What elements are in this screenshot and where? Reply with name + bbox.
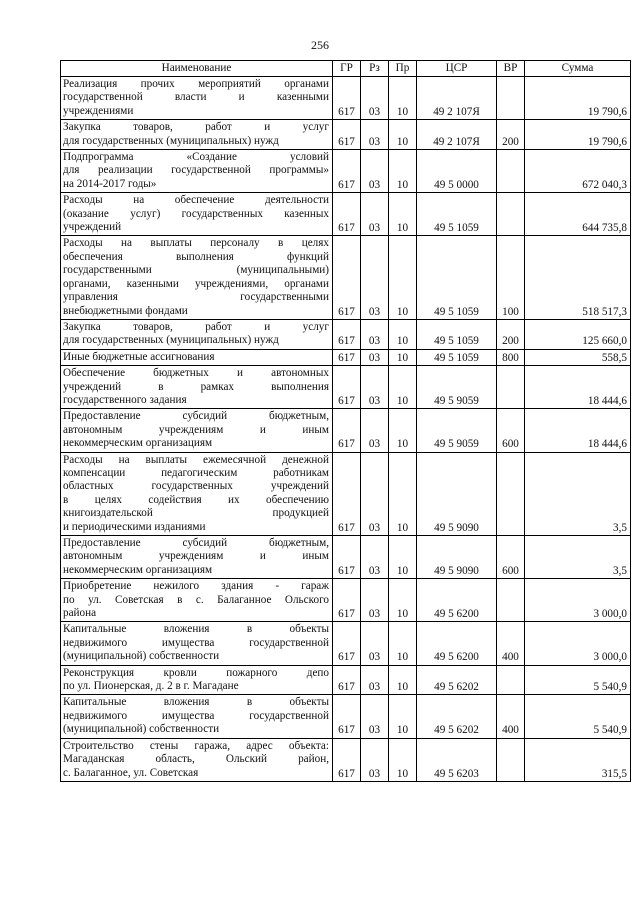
row-csr: 49 2 107Я bbox=[417, 77, 497, 120]
row-name-line: (муниципальной) собственности bbox=[63, 723, 220, 736]
table-row bbox=[61, 536, 631, 579]
row-name bbox=[61, 193, 333, 236]
row-name-line: Обеспечение бюджетных и автономных bbox=[63, 367, 329, 380]
row-name-line: Иные бюджетные ассигнования bbox=[63, 350, 215, 363]
budget-table bbox=[60, 60, 631, 782]
row-name bbox=[61, 236, 333, 319]
row-name-line: Расходы на выплаты ежемесячной денежной bbox=[63, 453, 329, 466]
row-name-line: государственной власти и казенными bbox=[63, 91, 329, 104]
row-sum: 3 000,0 bbox=[525, 579, 631, 622]
row-pr: 10 bbox=[389, 150, 417, 193]
row-gr: 617 bbox=[333, 193, 361, 236]
row-sum: 18 444,6 bbox=[525, 366, 631, 409]
table-row bbox=[61, 349, 631, 365]
row-rz: 03 bbox=[361, 319, 389, 349]
row-pr: 10 bbox=[389, 77, 417, 120]
row-name bbox=[61, 349, 333, 365]
row-pr: 10 bbox=[389, 452, 417, 535]
row-vr bbox=[497, 452, 525, 535]
row-rz: 03 bbox=[361, 349, 389, 365]
row-name-line: книгоиздательской продукцией bbox=[63, 507, 329, 520]
row-name-line: по ул. Пионерская, д. 2 в г. Магадане bbox=[63, 680, 239, 693]
row-vr: 400 bbox=[497, 695, 525, 738]
row-gr: 617 bbox=[333, 579, 361, 622]
row-name-line: Реконструкция кровли пожарного депо bbox=[63, 666, 329, 679]
row-name-line: Строительство стены гаража, адрес объекта: bbox=[63, 739, 329, 752]
table-row bbox=[61, 738, 631, 781]
row-pr: 10 bbox=[389, 665, 417, 695]
row-name-line: (муниципальной) собственности bbox=[63, 650, 220, 663]
row-gr: 617 bbox=[333, 665, 361, 695]
row-gr: 617 bbox=[333, 622, 361, 665]
row-name-line: учреждений bbox=[63, 221, 122, 234]
row-sum: 3,5 bbox=[525, 452, 631, 535]
row-sum: 5 540,9 bbox=[525, 695, 631, 738]
row-rz: 03 bbox=[361, 695, 389, 738]
row-name bbox=[61, 452, 333, 535]
row-gr: 617 bbox=[333, 77, 361, 120]
row-vr bbox=[497, 665, 525, 695]
row-rz: 03 bbox=[361, 536, 389, 579]
row-name-line: Предоставление субсидий бюджетным, bbox=[63, 537, 329, 549]
row-pr: 10 bbox=[389, 536, 417, 579]
row-csr: 49 5 6203 bbox=[417, 738, 497, 781]
row-gr: 617 bbox=[333, 349, 361, 365]
row-rz: 03 bbox=[361, 622, 389, 665]
row-name-line: областных государственных учреждений bbox=[63, 480, 329, 493]
row-rz: 03 bbox=[361, 120, 389, 150]
row-vr bbox=[497, 579, 525, 622]
row-gr: 617 bbox=[333, 236, 361, 319]
row-rz: 03 bbox=[361, 409, 389, 452]
row-name bbox=[61, 77, 333, 120]
row-vr bbox=[497, 150, 525, 193]
row-sum: 672 040,3 bbox=[525, 150, 631, 193]
row-csr: 49 5 6200 bbox=[417, 622, 497, 665]
row-vr: 400 bbox=[497, 622, 525, 665]
row-csr: 49 2 107Я bbox=[417, 120, 497, 150]
row-pr: 10 bbox=[389, 120, 417, 150]
row-name-line: обеспечения выполнения функций bbox=[63, 250, 329, 263]
column-header-rz: Рз bbox=[361, 61, 389, 77]
row-name-line: Предоставление субсидий бюджетным, bbox=[63, 410, 329, 423]
row-name-line: некоммерческим организациям bbox=[63, 563, 213, 576]
row-gr: 617 bbox=[333, 409, 361, 452]
table-header-row bbox=[61, 61, 631, 77]
row-name-line: государственного задания bbox=[63, 393, 187, 406]
row-csr: 49 5 9059 bbox=[417, 366, 497, 409]
table-row bbox=[61, 665, 631, 695]
row-pr: 10 bbox=[389, 319, 417, 349]
row-name-line: государственными (муниципальными) bbox=[63, 264, 329, 277]
row-rz: 03 bbox=[361, 579, 389, 622]
row-sum: 19 790,6 bbox=[525, 77, 631, 120]
row-name-line: внебюджетными фондами bbox=[63, 304, 188, 317]
row-name-line: Подпрограмма «Создание условий bbox=[63, 151, 329, 164]
row-name-line: Расходы на выплаты персоналу в целях bbox=[63, 237, 329, 250]
row-name-line: Капитальные вложения в объекты bbox=[63, 696, 329, 709]
table-row bbox=[61, 319, 631, 349]
row-rz: 03 bbox=[361, 452, 389, 535]
row-name bbox=[61, 120, 333, 150]
column-header-name: Наименование bbox=[61, 61, 333, 77]
row-csr: 49 5 9059 bbox=[417, 409, 497, 452]
row-name bbox=[61, 319, 333, 349]
row-sum: 518 517,3 bbox=[525, 236, 631, 319]
row-name-line: учреждений в рамках выполнения bbox=[63, 380, 329, 393]
row-csr: 49 5 1059 bbox=[417, 236, 497, 319]
row-gr: 617 bbox=[333, 150, 361, 193]
row-pr: 10 bbox=[389, 579, 417, 622]
table-row bbox=[61, 236, 631, 319]
row-name-line: с. Балаганное, ул. Советская bbox=[63, 766, 199, 779]
row-name-line: Закупка товаров, работ и услуг bbox=[63, 320, 329, 333]
row-csr: 49 5 0000 bbox=[417, 150, 497, 193]
table-row bbox=[61, 695, 631, 738]
row-csr: 49 5 1059 bbox=[417, 349, 497, 365]
row-pr: 10 bbox=[389, 349, 417, 365]
row-gr: 617 bbox=[333, 319, 361, 349]
row-sum: 19 790,6 bbox=[525, 120, 631, 150]
row-vr: 100 bbox=[497, 236, 525, 319]
table-row bbox=[61, 150, 631, 193]
row-name-line: в целях содействия их обеспечению bbox=[63, 493, 329, 506]
row-name-line: управления государственными bbox=[63, 291, 329, 304]
row-name bbox=[61, 665, 333, 695]
row-name-line: некоммерческим организациям bbox=[63, 437, 213, 450]
row-sum: 644 735,8 bbox=[525, 193, 631, 236]
row-name-line: района bbox=[63, 607, 97, 620]
row-name-line: Закупка товаров, работ и услуг bbox=[63, 121, 329, 134]
row-vr bbox=[497, 193, 525, 236]
row-name bbox=[61, 409, 333, 452]
row-name bbox=[61, 579, 333, 622]
row-vr bbox=[497, 77, 525, 120]
row-name bbox=[61, 536, 333, 579]
row-name bbox=[61, 622, 333, 665]
table-row bbox=[61, 579, 631, 622]
row-vr bbox=[497, 738, 525, 781]
row-name-line: на 2014-2017 годы» bbox=[63, 177, 157, 190]
row-gr: 617 bbox=[333, 695, 361, 738]
row-csr: 49 5 1059 bbox=[417, 193, 497, 236]
row-name bbox=[61, 366, 333, 409]
row-vr bbox=[497, 366, 525, 409]
row-name-line: для государственных (муниципальных) нужд bbox=[63, 334, 279, 347]
row-sum: 18 444,6 bbox=[525, 409, 631, 452]
row-sum: 125 660,0 bbox=[525, 319, 631, 349]
row-pr: 10 bbox=[389, 193, 417, 236]
row-rz: 03 bbox=[361, 150, 389, 193]
row-pr: 10 bbox=[389, 366, 417, 409]
row-sum: 3,5 bbox=[525, 536, 631, 579]
table-row bbox=[61, 77, 631, 120]
table-row bbox=[61, 409, 631, 452]
row-pr: 10 bbox=[389, 409, 417, 452]
row-pr: 10 bbox=[389, 695, 417, 738]
row-csr: 49 5 6202 bbox=[417, 695, 497, 738]
column-header-vr: ВР bbox=[497, 61, 525, 77]
row-gr: 617 bbox=[333, 738, 361, 781]
row-gr: 617 bbox=[333, 452, 361, 535]
table-row bbox=[61, 452, 631, 535]
row-pr: 10 bbox=[389, 738, 417, 781]
row-name-line: недвижимого имущества государственной bbox=[63, 636, 329, 649]
row-vr: 600 bbox=[497, 409, 525, 452]
row-gr: 617 bbox=[333, 366, 361, 409]
table-row bbox=[61, 366, 631, 409]
row-rz: 03 bbox=[361, 193, 389, 236]
table-body bbox=[61, 77, 631, 782]
row-csr: 49 5 6200 bbox=[417, 579, 497, 622]
row-name-line: Реализация прочих мероприятий органами bbox=[63, 78, 329, 90]
row-name-line: по ул. Советская в с. Балаганное Ольского bbox=[63, 593, 329, 606]
column-header-sum: Сумма bbox=[525, 61, 631, 77]
row-rz: 03 bbox=[361, 236, 389, 319]
row-name-line: и периодическими изданиями bbox=[63, 520, 206, 533]
row-csr: 49 5 9090 bbox=[417, 536, 497, 579]
row-rz: 03 bbox=[361, 77, 389, 120]
row-csr: 49 5 6202 bbox=[417, 665, 497, 695]
row-name-line: автономным учреждениям и иным bbox=[63, 550, 329, 563]
row-name-line: (оказание услуг) государственных казенных bbox=[63, 207, 329, 220]
row-name bbox=[61, 150, 333, 193]
row-csr: 49 5 9090 bbox=[417, 452, 497, 535]
row-sum: 558,5 bbox=[525, 349, 631, 365]
row-name-line: органами, казенными учреждениями, органами bbox=[63, 277, 329, 290]
row-name-line: Приобретение нежилого здания - гараж bbox=[63, 580, 329, 593]
row-name-line: Расходы на обеспечение деятельности bbox=[63, 194, 329, 207]
row-name-line: Магаданская область, Ольский район, bbox=[63, 753, 329, 766]
row-name-line: для реализации государственной программы» bbox=[63, 164, 329, 177]
row-name-line: автономным учреждениям и иным bbox=[63, 423, 329, 436]
table-row bbox=[61, 193, 631, 236]
row-vr: 800 bbox=[497, 349, 525, 365]
row-vr: 200 bbox=[497, 120, 525, 150]
row-sum: 5 540,9 bbox=[525, 665, 631, 695]
column-header-csr: ЦСР bbox=[417, 61, 497, 77]
row-rz: 03 bbox=[361, 665, 389, 695]
row-pr: 10 bbox=[389, 622, 417, 665]
row-gr: 617 bbox=[333, 536, 361, 579]
row-gr: 617 bbox=[333, 120, 361, 150]
row-csr: 49 5 1059 bbox=[417, 319, 497, 349]
row-name bbox=[61, 738, 333, 781]
table-row bbox=[61, 622, 631, 665]
row-pr: 10 bbox=[389, 236, 417, 319]
row-name-line: компенсации педагогическим работникам bbox=[63, 466, 329, 479]
row-vr: 600 bbox=[497, 536, 525, 579]
table-row bbox=[61, 120, 631, 150]
page-number: 256 bbox=[311, 38, 329, 52]
row-rz: 03 bbox=[361, 366, 389, 409]
row-name-line: для государственных (муниципальных) нужд bbox=[63, 134, 279, 147]
row-name-line: недвижимого имущества государственной bbox=[63, 709, 329, 722]
column-header-pr: Пр bbox=[389, 61, 417, 77]
row-name bbox=[61, 695, 333, 738]
column-header-gr: ГР bbox=[333, 61, 361, 77]
row-name-line: учреждениями bbox=[63, 104, 134, 117]
row-name-line: Капитальные вложения в объекты bbox=[63, 623, 329, 636]
row-vr: 200 bbox=[497, 319, 525, 349]
row-rz: 03 bbox=[361, 738, 389, 781]
row-sum: 3 000,0 bbox=[525, 622, 631, 665]
row-sum: 315,5 bbox=[525, 738, 631, 781]
